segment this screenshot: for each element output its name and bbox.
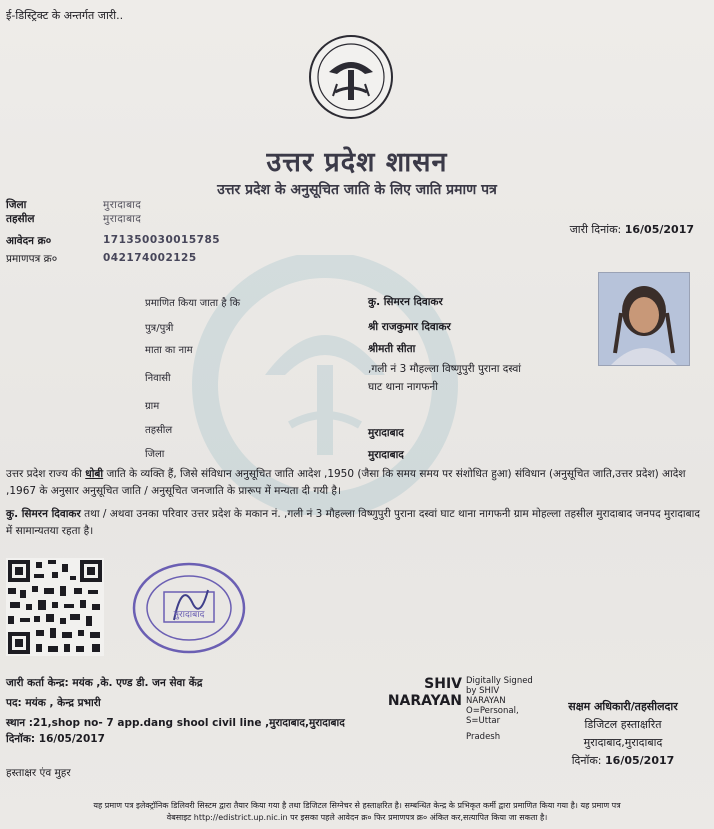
applicant-photo — [598, 272, 690, 366]
field-district-value: मुरादाबाद — [368, 449, 404, 461]
application-label: आवेदन क्र० — [6, 235, 52, 247]
field-tehsil-label: तहसील — [145, 425, 173, 436]
tehsil-label: तहसील — [6, 213, 35, 225]
sig-detail-line: NARAYAN — [466, 696, 506, 706]
footer-date — [6, 732, 105, 746]
tehsil-value: मुरादाबाद — [103, 213, 142, 225]
issuing-centre: जारी कर्ता केन्द्र: मयंक ,के. एण्ड डी. जन सेवा केंद्र — [6, 677, 203, 689]
resident-label: निवासी — [145, 373, 171, 384]
signature-label: हस्ताक्षर एंव मुहर — [6, 767, 71, 779]
caste-name: धोबी — [85, 468, 104, 480]
field-district-label: जिला — [145, 449, 165, 460]
verification-note-line-1: यह प्रमाण पत्र इलेक्ट्रॉनिक डिलिवरी सिस्टम द्वारा तैयार किया गया है तथा डिजिटल सिग्नेचर से हस्ताक्षरित है। सम्बन्धित केन्द्र के प्रभिकृत कर्मी द्वारा प्रमाणित किया गया है। यह प्रमाण पत्र — [93, 801, 621, 810]
issue-date — [570, 222, 694, 237]
mother-name: श्रीमती सीता — [368, 343, 416, 355]
sig-detail-line: Pradesh — [466, 732, 501, 742]
caste-paragraph-start: उत्तर प्रदेश राज्य की — [6, 468, 86, 480]
certificate-label: प्रमाणपत्र क्र० — [6, 253, 58, 265]
mother-label: माता का नाम — [145, 345, 193, 356]
top-note: ई-डिस्ट्रिक्ट के अन्तर्गत जारी.. — [6, 9, 124, 22]
authority-date-label: दिनॉक: — [571, 754, 602, 767]
issuing-post: पद: मयंक , केन्द्र प्रभारी — [6, 697, 101, 709]
person-photo-icon — [599, 273, 689, 365]
applicant-name: कु. सिमरन दिवाकर — [368, 296, 443, 308]
district-value: मुरादाबाद — [103, 199, 142, 211]
residence-paragraph — [6, 506, 706, 540]
footer-date-label: दिनॉक: — [6, 733, 36, 745]
father-name: श्री राजकुमार दिवाकर — [368, 321, 451, 333]
sig-detail-line: by SHIV — [466, 686, 500, 696]
authority-place: मुरादाबाद,मुरादाबाद — [583, 736, 663, 749]
official-seal-icon — [130, 562, 248, 654]
village-label: ग्राम — [145, 401, 160, 412]
district-label: जिला — [6, 199, 27, 211]
sig-detail-line: Digitally Signed — [466, 676, 533, 686]
residence-paragraph-text: तथा / अथवा उनका परिवार उत्तर प्रदेश के मकान नं. ,गली नं 3 मौहल्ला विष्णुपुरी पुराना दस्वां घाट थाना नागफनी ग्राम मोहल्ला तहसील मुरादाबाद जनपद मुरादाबाद में सामान्यतया रहता है। — [6, 508, 700, 537]
resident-address-line-1: ,गली नं 3 मौहल्ला विष्णुपुरी पुराना दस्वां — [368, 363, 522, 375]
authority-title: सक्षम अधिकारी/तहसीलदार — [568, 700, 678, 713]
verification-note-line-2: वेबसाइट http://edistrict.up.nic.in पर इसका पहले आवेदन क्र० फिर प्रमाणपत्र क्र० अंकित कर,सत्यापित किया जा सकता है। — [166, 813, 548, 822]
up-government-emblem-icon — [305, 34, 397, 120]
caste-paragraph-end: जाति के व्यक्ति हैं, जिसे संविधान अनुसूचित जाति आदेश ,1950 (जैसा कि समय समय पर संशोधित हुआ) संविधान (अनुसूचित जाति,उत्तर प्रदेश) आदेश ,1967 के अनुसार अनुसूचित जाति / अनुसूचित जनजाति के प्रारूप में मन्यता दी गयी है। — [6, 468, 686, 497]
field-tehsil-value: मुरादाबाद — [368, 427, 404, 439]
resident-address-line-2: घाट थाना नागफनी — [368, 381, 438, 393]
certificate-number: 042174002125 — [103, 252, 197, 264]
footer-date-value: 16/05/2017 — [38, 733, 105, 745]
sig-detail-line: S=Uttar — [466, 716, 501, 726]
issuing-place: स्थान :21,shop no- 7 app.dang shool civil line ,मुरादाबाद,मुरादाबाद — [6, 717, 345, 729]
certified-label: प्रमाणित किया जाता है कि — [145, 298, 241, 309]
residence-applicant-name: कु. सिमरन दिवाकर — [6, 508, 81, 520]
caste-paragraph — [6, 466, 706, 500]
signer-name-line-2: NARAYAN — [387, 693, 462, 709]
issue-date-label: जारी दिनांक: — [569, 223, 622, 236]
sig-detail-line: O=Personal, — [466, 706, 519, 716]
document-subtitle: उत्तर प्रदेश के अनुसूचित जाति के लिए जाति प्रमाण पत्र — [217, 182, 497, 198]
authority-date-value: 16/05/2017 — [605, 754, 675, 767]
authority-signature: डिजिटल हस्ताक्षरित — [584, 718, 662, 731]
verification-note — [0, 800, 714, 824]
authority-date — [538, 752, 708, 770]
child-of-label: पुत्र/पुत्री — [145, 323, 174, 334]
seal-text: मुरादाबाद — [173, 610, 205, 620]
authority-block — [538, 698, 708, 770]
application-number: 171350030015785 — [103, 234, 221, 246]
signer-name-line-1: SHIV — [424, 676, 462, 692]
issue-date-value: 16/05/2017 — [624, 223, 694, 236]
digital-signature-name — [386, 676, 462, 710]
document-title: उत्तर प्रदेश शासन — [266, 147, 448, 178]
digital-signature-details — [466, 676, 533, 742]
qr-code-icon — [6, 558, 104, 656]
